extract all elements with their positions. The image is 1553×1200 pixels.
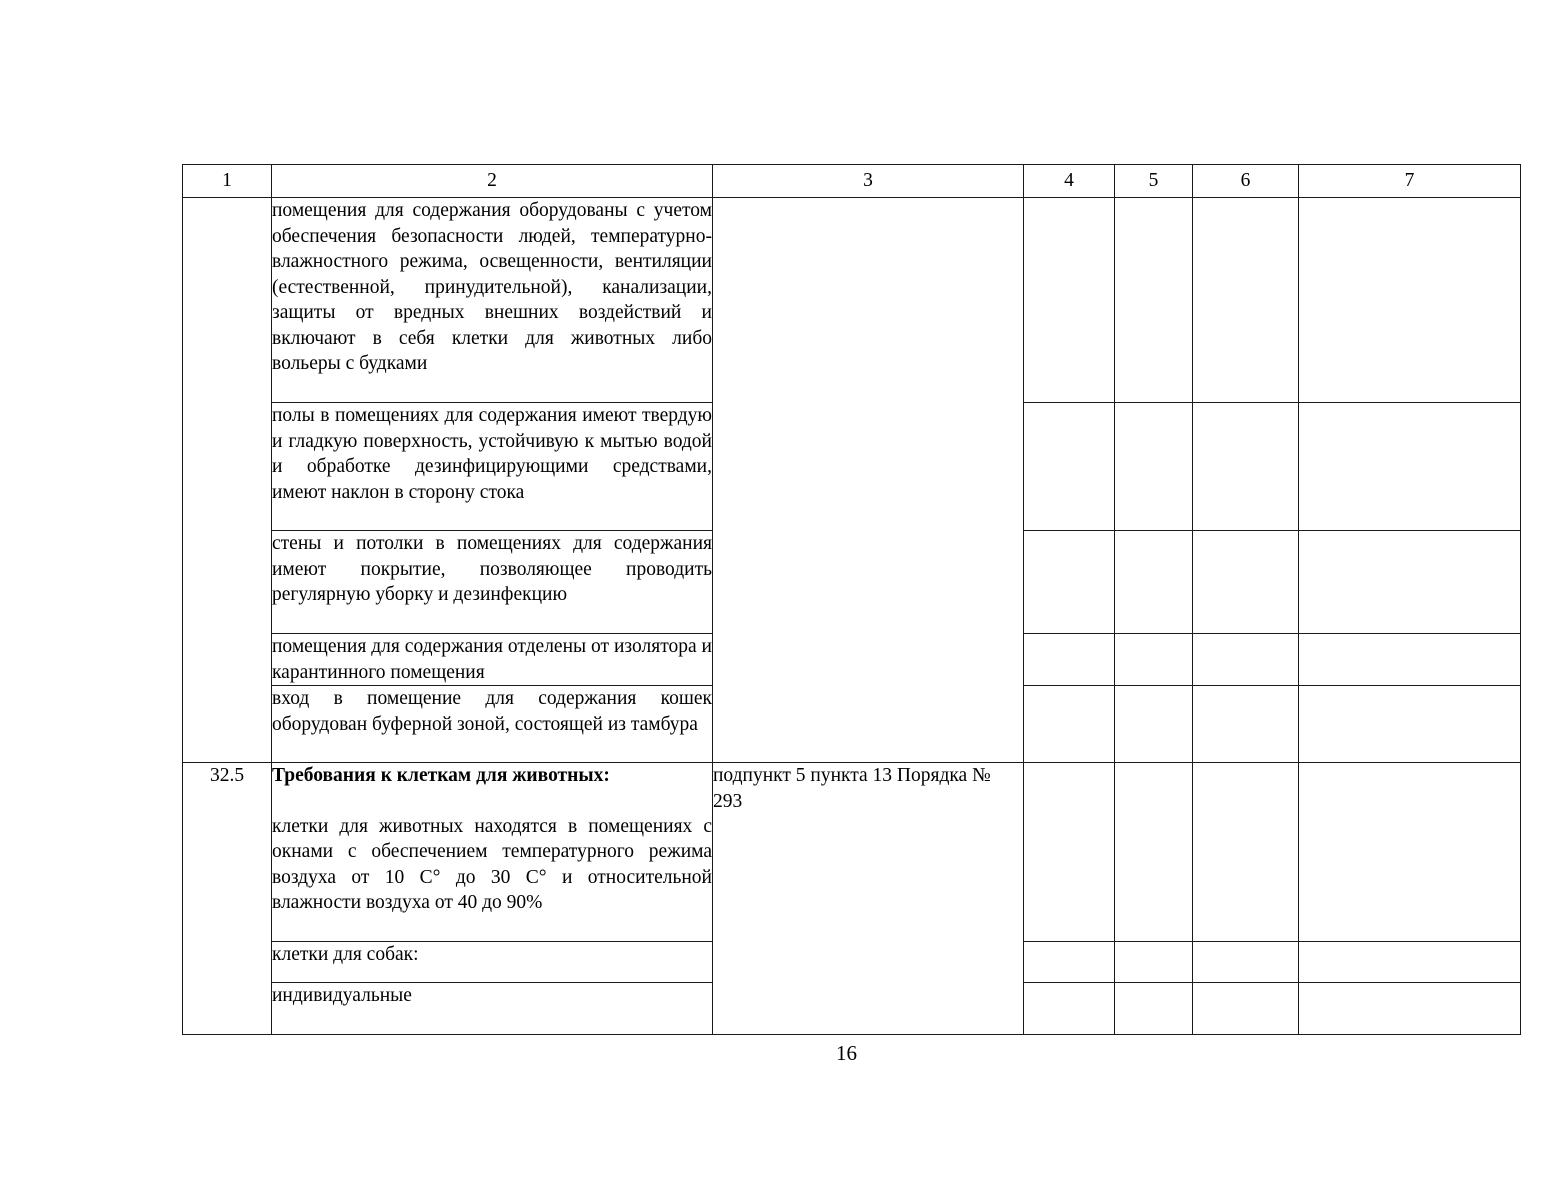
requirement-block [272, 763, 713, 942]
header-col-1: 1 [183, 165, 272, 198]
answer-cell [1115, 983, 1193, 1035]
note-cell [1299, 763, 1521, 942]
row-number-cell [183, 198, 272, 763]
answer-cell [1115, 763, 1193, 942]
answer-cell [1024, 634, 1115, 686]
row-number: 32.5 [183, 763, 272, 1035]
note-cell [1299, 531, 1521, 634]
note-cell [1299, 198, 1521, 403]
requirement-text: клетки для собак: [272, 942, 713, 983]
answer-cell [1115, 531, 1193, 634]
answer-cell [1115, 942, 1193, 983]
requirement-text: полы в помещениях для содержания имеют твердую и гладкую поверхность, устойчивую к мытью водой и обработке дезинфицирующими средствами, имеют наклон в сторону стока [272, 403, 713, 531]
answer-cell [1024, 403, 1115, 531]
requirements-table [182, 164, 1521, 1035]
requirement-text: индивидуальные [272, 983, 713, 1035]
answer-cell [1193, 686, 1299, 763]
header-col-7: 7 [1299, 165, 1521, 198]
answer-cell [1193, 531, 1299, 634]
answer-cell [1024, 983, 1115, 1035]
note-cell [1299, 686, 1521, 763]
requirement-text: помещения для содержания отделены от изолятора и карантинного помещения [272, 634, 713, 686]
section-title: Требования к клеткам для животных: [272, 765, 610, 786]
answer-cell [1193, 198, 1299, 403]
answer-cell [1024, 686, 1115, 763]
answer-cell [1193, 634, 1299, 686]
answer-cell [1193, 983, 1299, 1035]
answer-cell [1115, 198, 1193, 403]
answer-cell [1024, 942, 1115, 983]
reference-text: подпункт 5 пункта 13 Порядка № 293 [713, 763, 1024, 1035]
header-row [183, 165, 1521, 198]
header-col-3: 3 [713, 165, 1024, 198]
requirement-text: помещения для содержания оборудованы с учетом обеспечения безопасности людей, температурно-влажностного режима, освещенности, вентиляции (естественной, принудительной), канализации, защиты от вредных внешних воздействий и включают в себя клетки для животных либо вольеры с будками [272, 198, 713, 403]
answer-cell [1115, 634, 1193, 686]
requirement-text: стены и потолки в помещениях для содержания имеют покрытие, позволяющее проводить регулярную уборку и дезинфекцию [272, 531, 713, 634]
answer-cell [1024, 198, 1115, 403]
note-cell [1299, 942, 1521, 983]
reference-cell [713, 198, 1024, 763]
requirement-text: клетки для животных находятся в помещениях с окнами с обеспечением температурного режима воздуха от 10 С° до 30 С° и относительной влажности воздуха от 40 до 90% [272, 815, 712, 913]
answer-cell [1193, 763, 1299, 942]
page-number: 16 [836, 1041, 857, 1065]
header-col-6: 6 [1193, 165, 1299, 198]
table-row [183, 198, 1521, 403]
note-cell [1299, 983, 1521, 1035]
answer-cell [1193, 942, 1299, 983]
note-cell [1299, 403, 1521, 531]
requirement-text: вход в помещение для содержания кошек оборудован буферной зоной, состоящей из тамбура [272, 686, 713, 763]
answer-cell [1024, 531, 1115, 634]
header-col-4: 4 [1024, 165, 1115, 198]
header-col-5: 5 [1115, 165, 1193, 198]
answer-cell [1115, 403, 1193, 531]
answer-cell [1115, 686, 1193, 763]
header-col-2: 2 [272, 165, 713, 198]
answer-cell [1024, 763, 1115, 942]
note-cell [1299, 634, 1521, 686]
table-row [183, 763, 1521, 942]
answer-cell [1193, 403, 1299, 531]
